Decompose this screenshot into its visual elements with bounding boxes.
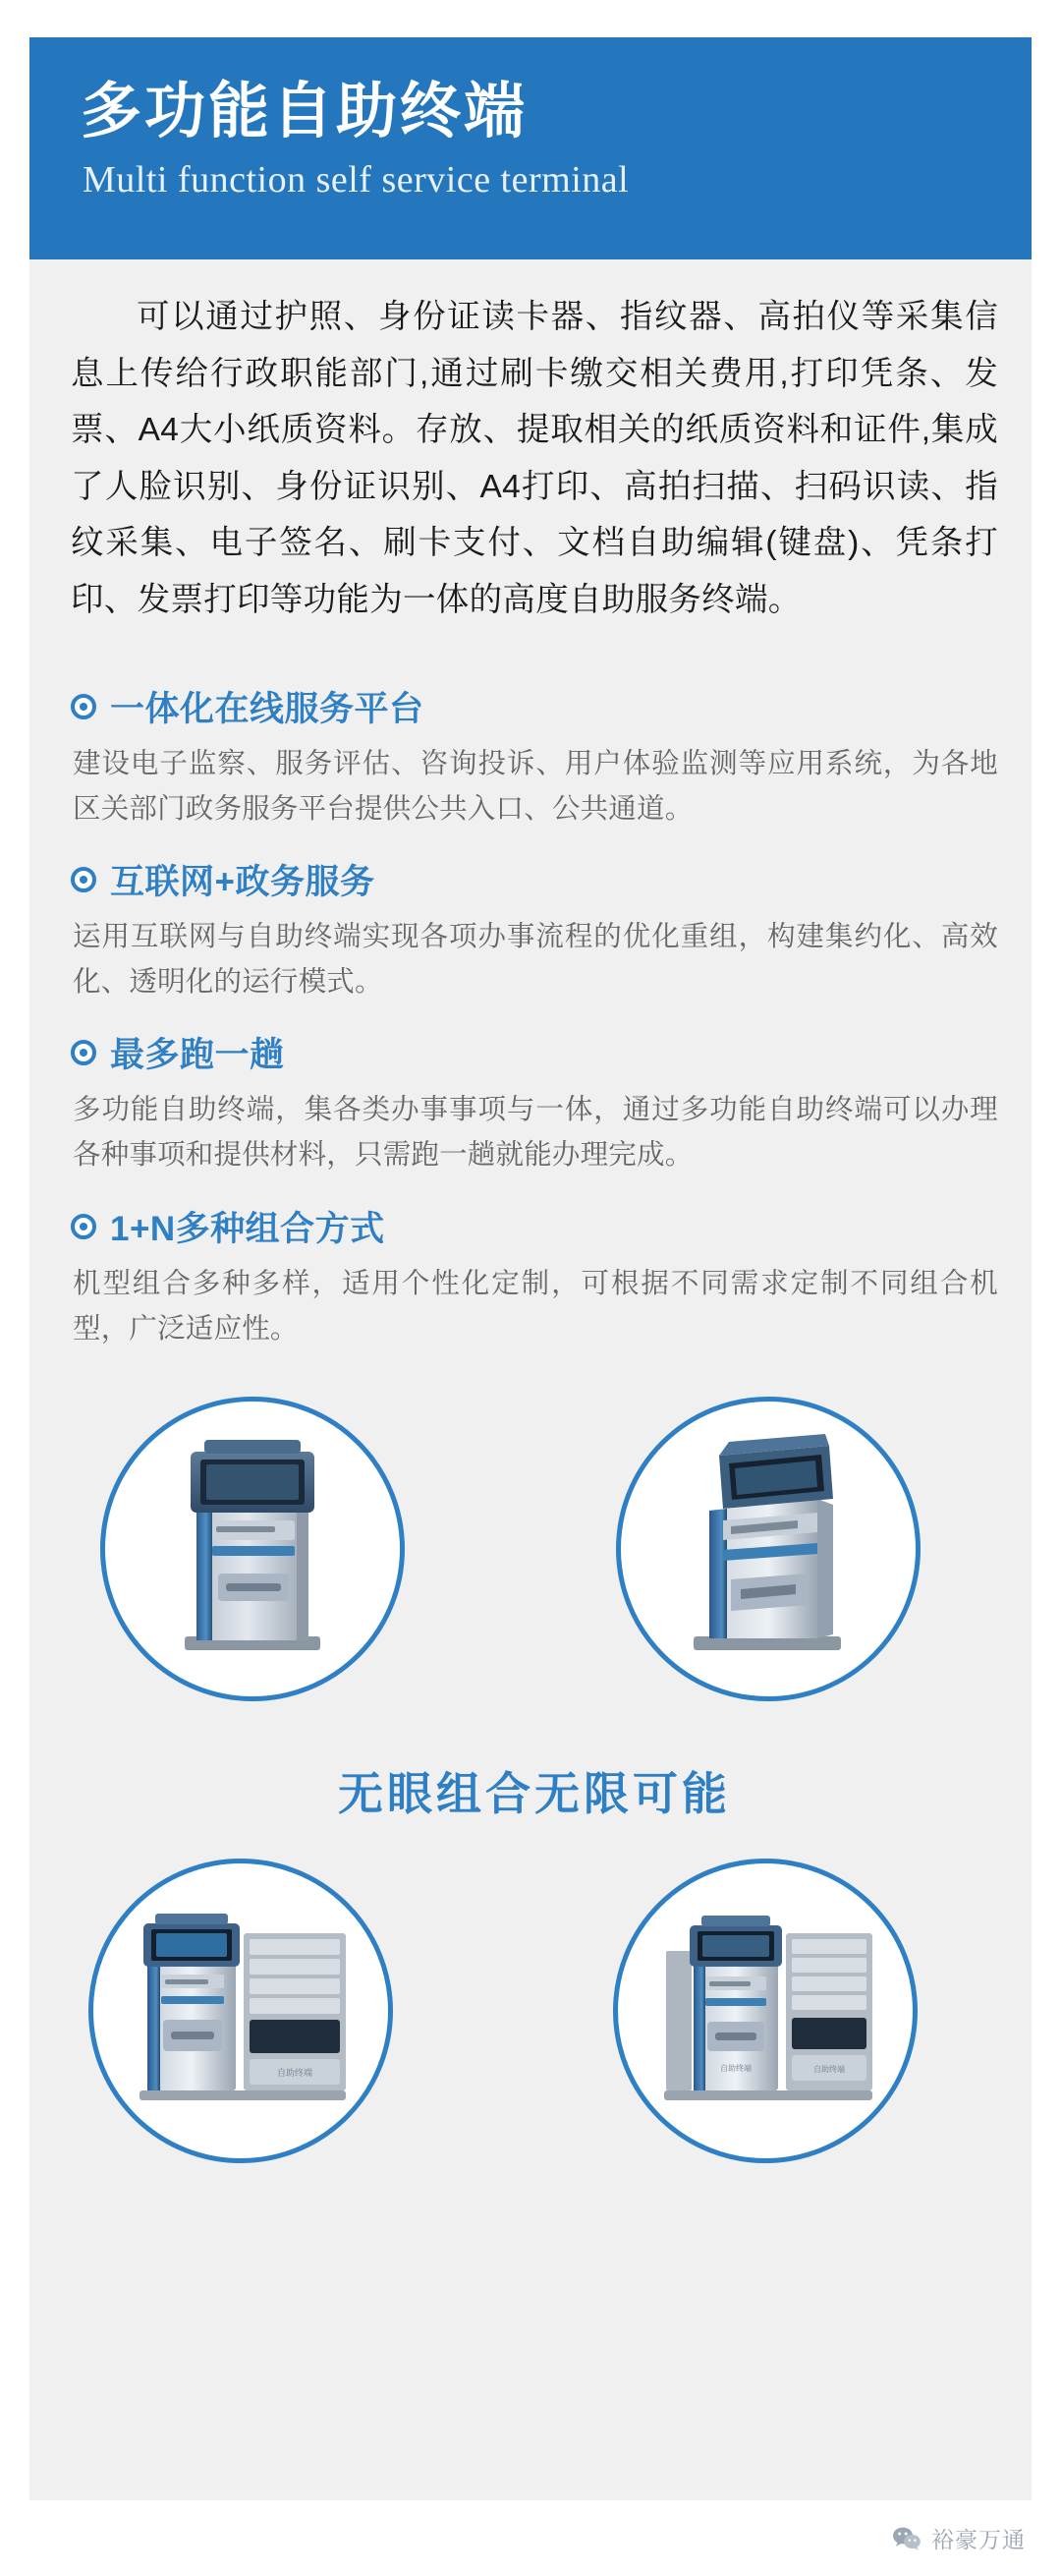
feature-item xyxy=(71,682,998,831)
svg-text:自助终端: 自助终端 xyxy=(813,2064,845,2074)
feature-description: 多功能自助终端，集各类办事事项与一体，通过多功能自助终端可以办理各种事项和提供材料，只需跑一趟就能办理完成。 xyxy=(73,1094,998,1172)
feature-description: 建设电子监察、服务评估、咨询投诉、用户体验监测等应用系统，为各地区关部门政务服务平台提供公共入口、公共通道。 xyxy=(73,747,998,825)
kiosk-single-upright-illustration xyxy=(140,1426,365,1672)
page-title: 多功能自助终端 xyxy=(81,78,529,145)
footer-brand-label: 裕豪万通 xyxy=(931,2527,1026,2552)
circle-bullet-icon xyxy=(71,1214,96,1239)
feature-header xyxy=(71,1028,998,1077)
feature-list xyxy=(71,682,998,1351)
feature-title: 1+N多种组合方式 xyxy=(110,1209,385,1248)
feature-header xyxy=(71,855,998,904)
content-panel xyxy=(29,259,1032,2500)
product-image-kiosk-angled-terminal xyxy=(616,1397,921,1701)
svg-text:自助终端: 自助终端 xyxy=(276,2067,313,2078)
product-image-kiosk-single-upright xyxy=(100,1397,405,1701)
circle-bullet-icon xyxy=(71,694,96,719)
circle-bullet-icon xyxy=(71,1040,96,1065)
svg-text:自助终端: 自助终端 xyxy=(720,2063,752,2073)
header-banner xyxy=(29,37,1032,259)
feature-item xyxy=(71,1202,998,1351)
product-gallery-bottom xyxy=(71,1859,998,2173)
product-gallery-top xyxy=(71,1397,998,1721)
kiosk-locker-left-illustration xyxy=(118,1898,363,2124)
feature-header xyxy=(71,1202,998,1251)
feature-title: 互联网+政务服务 xyxy=(110,862,375,901)
footer-brand[interactable] xyxy=(892,2522,1026,2554)
product-image-kiosk-with-locker-cabinet-left xyxy=(88,1859,393,2163)
feature-title: 最多跑一趟 xyxy=(110,1036,285,1075)
feature-title: 一体化在线服务平台 xyxy=(110,689,424,728)
slogan-text: 无眼组合无限可能 xyxy=(338,1767,731,1819)
product-image-kiosk-with-locker-cabinet-right xyxy=(613,1859,918,2163)
feature-item xyxy=(71,1028,998,1177)
kiosk-locker-right-illustration xyxy=(642,1898,888,2124)
footer-bar xyxy=(0,2500,1061,2576)
kiosk-angled-terminal-illustration xyxy=(650,1426,886,1672)
intro-paragraph: 可以通过护照、身份证读卡器、指纹器、高拍仪等采集信息上传给行政职能部门,通过刷卡缴交相关费用,打印凭条、发票、A4大小纸质资料。存放、提取相关的纸质资料和证件,集成了人脸识别、身份证识别、A4打印、高拍扫描、扫码识读、指纹采集、电子签名、刷卡支付、文档自助编辑(键盘)、凭条打印、发票打印等功能为一体的高度自助服务终端。 xyxy=(71,299,998,619)
feature-description: 机型组合多种多样，适用个性化定制，可根据不同需求定制不同组合机型，广泛适应性。 xyxy=(73,1267,998,1345)
feature-item xyxy=(71,855,998,1004)
page-subtitle: Multi function self service terminal xyxy=(83,159,630,201)
circle-bullet-icon xyxy=(71,867,96,892)
wechat-icon xyxy=(892,2526,921,2551)
feature-header xyxy=(71,682,998,731)
feature-description: 运用互联网与自助终端实现各项办事流程的优化重组，构建集约化、高效化、透明化的运行模式。 xyxy=(73,920,998,999)
